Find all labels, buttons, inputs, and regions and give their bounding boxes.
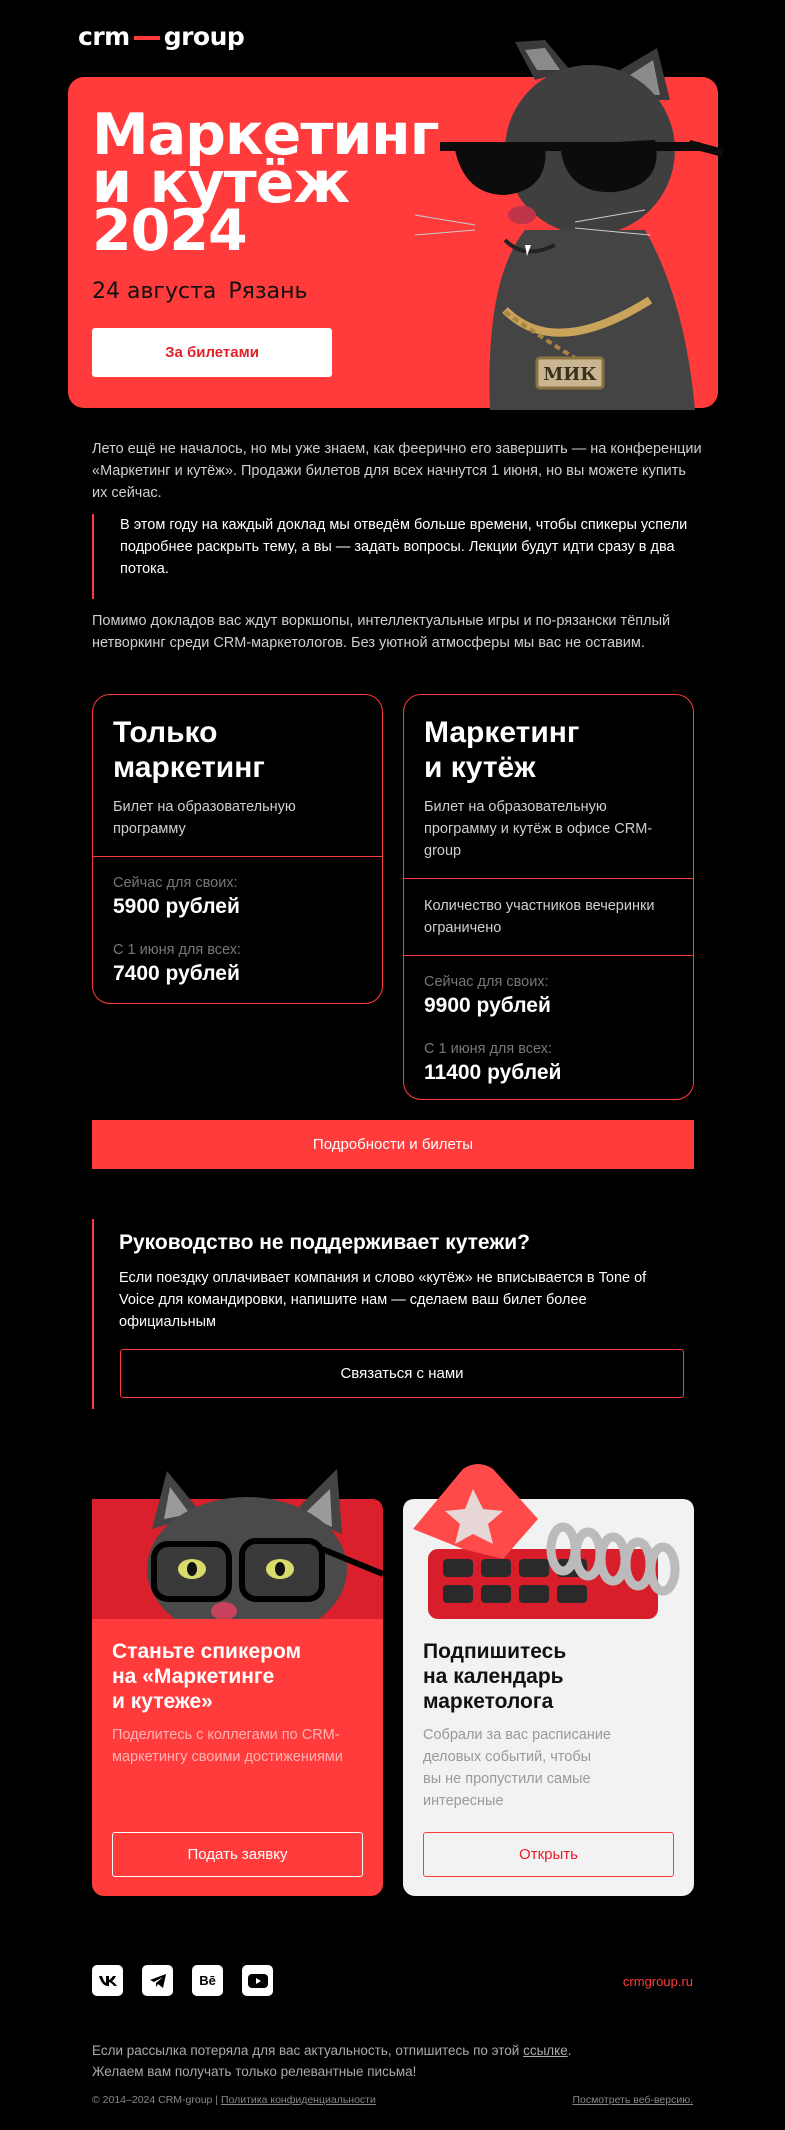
speaker-card bbox=[92, 1499, 383, 1896]
speaker-card-text: Поделитесь с коллегами по CRM-маркетингу своими достижениями bbox=[112, 1727, 343, 1765]
cat-mascot-illustration bbox=[395, 40, 725, 410]
vk-icon[interactable] bbox=[92, 1965, 123, 1996]
youtube-icon[interactable] bbox=[242, 1965, 273, 1996]
calendar-card bbox=[403, 1499, 694, 1896]
site-link[interactable]: crmgroup.ru bbox=[622, 1974, 693, 1989]
telegram-icon[interactable] bbox=[142, 1965, 173, 1996]
ticket-prices bbox=[404, 956, 693, 1100]
unsubscribe-tail: . bbox=[567, 2043, 572, 2058]
price-now-label: Сейчас для своих: bbox=[113, 875, 238, 891]
price-later-value: 11400 рублей bbox=[424, 1061, 562, 1084]
calendar-illustration bbox=[403, 1459, 694, 1619]
social-links bbox=[92, 1965, 273, 1996]
calendar-card-title: Подпишитесь на календарь маркетолога bbox=[423, 1640, 567, 1713]
unsubscribe-link[interactable]: ссылке bbox=[523, 2043, 568, 2058]
speaker-card-title: Станьте спикером на «Маркетинге и кутеже» bbox=[112, 1640, 302, 1713]
unsubscribe-text: Если рассылка потеряла для вас актуальность, отпишитесь по этой bbox=[92, 2043, 524, 2058]
hero-date: 24 августа bbox=[92, 279, 217, 304]
mascot-badge-text: МИК bbox=[543, 364, 597, 385]
ticket-title: Только маркетинг bbox=[113, 716, 265, 784]
price-later-label: С 1 июня для всех: bbox=[113, 942, 242, 958]
tickets-button[interactable]: За билетами bbox=[92, 328, 332, 377]
copyright-text: © 2014–2024 CRM-group | bbox=[92, 2094, 221, 2106]
management-title: Руководство не поддерживает кутежи? bbox=[119, 1231, 530, 1254]
behance-icon[interactable] bbox=[192, 1965, 223, 1996]
price-now-value: 9900 рублей bbox=[424, 994, 551, 1017]
details-and-tickets-button[interactable]: Подробности и билеты bbox=[92, 1120, 694, 1169]
management-block bbox=[92, 1219, 702, 1409]
ticket-card-head bbox=[404, 695, 693, 879]
intro-paragraph-2: Помимо докладов вас ждут воркшопы, интеллектуальные игры и по-рязански тёплый нетворкинг среди CRM-маркетологов. Без уютной атмосферы мы вас не оставим. bbox=[92, 613, 671, 651]
ticket-card-marketing bbox=[92, 694, 383, 1004]
contact-us-button[interactable]: Связаться с нами bbox=[120, 1349, 684, 1398]
ticket-prices bbox=[93, 857, 382, 1004]
price-later-value: 7400 рублей bbox=[113, 962, 240, 985]
intro-paragraph: Лето ещё не началось, но мы уже знаем, как феерично его завершить — на конференции «Маркетинг и кутёж». Продажи билетов для всех начнутся 1 июня, но вы можете купить их сейчас. bbox=[92, 441, 702, 501]
crm-group-logo[interactable] bbox=[78, 22, 244, 51]
logo-crm: crm bbox=[78, 22, 130, 51]
hero-title: Маркетинг и кутёж 2024 bbox=[92, 102, 439, 264]
privacy-policy-link[interactable]: Политика конфиденциальности bbox=[220, 2094, 376, 2106]
wish-text: Желаем вам получать только релевантные письма! bbox=[92, 2064, 417, 2079]
copyright bbox=[92, 2094, 376, 2106]
price-later-label: С 1 июня для всех: bbox=[424, 1041, 553, 1057]
hero-event-meta bbox=[92, 279, 307, 304]
logo-dash bbox=[134, 36, 160, 40]
ticket-note: Количество участников вечеринки ограничено bbox=[404, 879, 693, 956]
unsubscribe-note bbox=[92, 2040, 692, 2082]
cat-glasses-illustration bbox=[92, 1459, 383, 1619]
logo-group: group bbox=[163, 22, 245, 51]
ticket-description: Билет на образовательную программу и кутёж в офисе CRM-group bbox=[424, 799, 653, 859]
behance-label: Bē bbox=[199, 1973, 216, 1988]
price-now-value: 5900 рублей bbox=[113, 895, 240, 918]
calendar-card-text: Собрали за вас расписание деловых событий, чтобы вы не пропустили самые интересные bbox=[423, 1727, 611, 1809]
web-version-link[interactable]: Посмотреть веб-версию. bbox=[572, 2094, 693, 2106]
open-calendar-button[interactable]: Открыть bbox=[423, 1832, 674, 1877]
management-text: Если поездку оплачивает компания и слово «кутёж» не вписывается в Tone of Voice для командировки, напишите нам — сделаем ваш билет более официальным bbox=[119, 1270, 647, 1330]
ticket-card-head bbox=[93, 695, 382, 857]
intro-quote: В этом году на каждый доклад мы отведём больше времени, чтобы спикеры успели подробнее раскрыть тему, а вы — задать вопросы. Лекции будут идти сразу в два потока. bbox=[92, 514, 700, 599]
ticket-title: Маркетинг и кутёж bbox=[424, 716, 580, 784]
ticket-card-marketing-and-party bbox=[403, 694, 694, 1100]
price-now-label: Сейчас для своих: bbox=[424, 974, 549, 990]
apply-button[interactable]: Подать заявку bbox=[112, 1832, 363, 1877]
hero-city: Рязань bbox=[228, 279, 308, 304]
ticket-description: Билет на образовательную программу bbox=[113, 799, 296, 837]
